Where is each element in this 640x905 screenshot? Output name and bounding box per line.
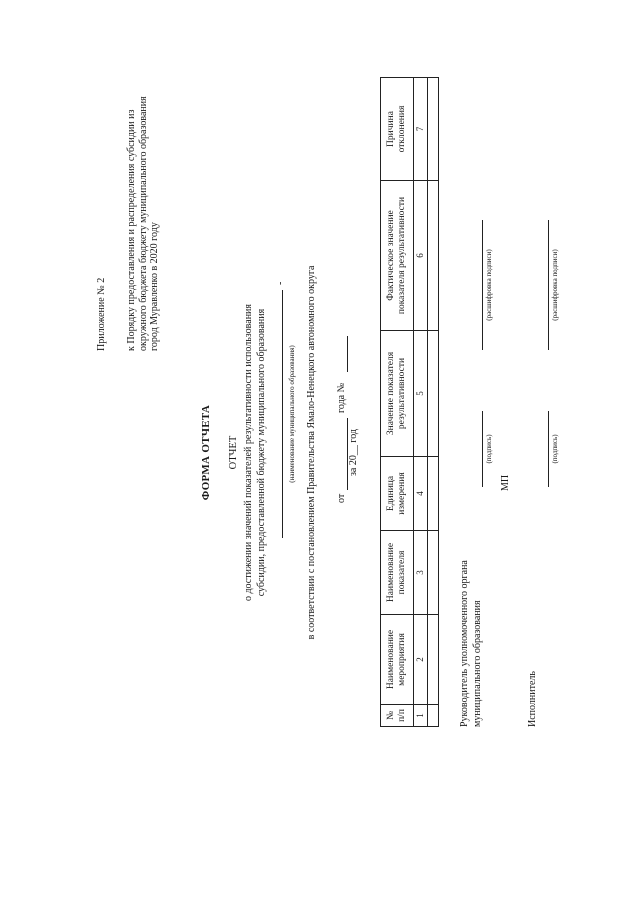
report-subject-line: о достижении значений показателей результативности использования	[243, 303, 254, 602]
head-decoding-line[interactable]	[482, 220, 483, 350]
signature-caption: (подпись)	[485, 434, 493, 464]
column-number: 6	[414, 181, 428, 331]
table-cell[interactable]	[428, 78, 439, 181]
order-reference	[126, 96, 161, 351]
year-number-label: года №	[336, 382, 347, 413]
column-number: 3	[414, 531, 428, 615]
head-signature-line[interactable]	[482, 411, 483, 487]
column-number: 4	[414, 457, 428, 531]
decoding-caption: (расшифровка подписи)	[485, 249, 493, 321]
decoding-caption: (расшифровка подписи)	[551, 249, 559, 321]
executor-decoding-line[interactable]	[548, 220, 549, 350]
header-cell: Наименование показателя	[381, 531, 414, 615]
order-reference-line: город Муравленко в 2020 году	[149, 222, 160, 351]
form-title: ФОРМА ОТЧЕТА	[200, 404, 212, 501]
appendix-number: Приложение № 2	[96, 277, 107, 351]
table-column-number-row	[414, 78, 428, 727]
order-reference-line: к Порядку предоставления и распределения субсидии из	[126, 109, 137, 351]
column-number: 2	[414, 615, 428, 705]
executor-signature-line[interactable]	[548, 411, 549, 487]
table-header-row	[381, 78, 414, 727]
seal-place: МП	[500, 474, 511, 491]
report-subject-line: субсидии, предоставленной бюджету муниципального образования	[256, 308, 267, 597]
executor-label: Исполнитель	[527, 671, 538, 727]
municipality-dash: -	[275, 281, 286, 285]
report-heading: ОТЧЕТ	[228, 435, 239, 470]
header-cell: Единица измерения	[381, 457, 414, 531]
header-cell: Фактическое значение показателя результативности	[381, 181, 414, 331]
column-number: 7	[414, 78, 428, 181]
table-cell[interactable]	[428, 457, 439, 531]
header-cell: Наименование мероприятия	[381, 615, 414, 705]
date-from-label: от	[336, 493, 347, 503]
order-reference-line: окружного бюджета бюджету муниципального образования	[137, 96, 149, 351]
table-cell[interactable]	[428, 705, 439, 727]
header-cell: № п/п	[381, 705, 414, 727]
signature-caption: (подпись)	[551, 434, 559, 464]
municipality-caption: (наименование муниципального образования)	[288, 345, 296, 483]
header-cell: Причина отклонения	[381, 78, 414, 181]
header-cell: Значение показателя результативности	[381, 331, 414, 457]
column-number: 1	[414, 705, 428, 727]
table-cell[interactable]	[428, 181, 439, 331]
table-cell[interactable]	[428, 331, 439, 457]
table-row	[428, 78, 439, 727]
column-number: 5	[414, 331, 428, 457]
indicators-table	[380, 77, 439, 727]
report-year: за 20__ год	[348, 428, 359, 477]
accordance-statement: в соответствии с постановлением Правительства Ямало-Ненецкого автономного округа	[306, 265, 317, 640]
head-signer-label: Руководитель уполномоченного органа муниципального образования	[459, 560, 483, 727]
municipality-fill-line[interactable]	[282, 290, 283, 538]
table-cell[interactable]	[428, 531, 439, 615]
table-cell[interactable]	[428, 615, 439, 705]
